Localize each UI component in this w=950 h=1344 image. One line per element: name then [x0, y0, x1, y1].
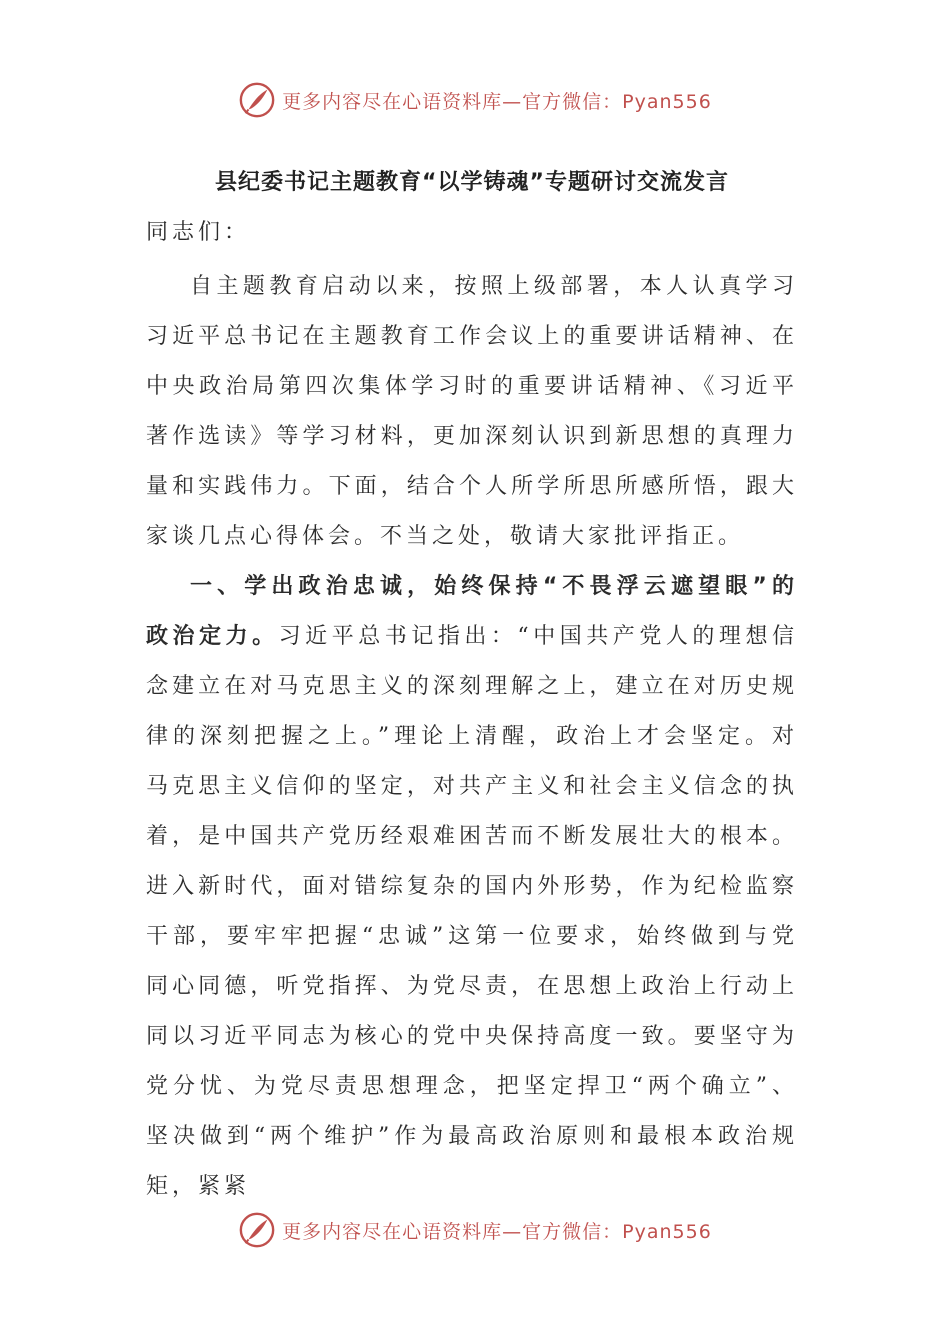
watermark-text: 更多内容尽在心语资料库—官方微信：Pyan556 — [282, 1220, 712, 1243]
paragraph-text: 习近平总书记指出：“中国共产党人的理想信念建立在对马克思主义的深刻理解之上，建立在对历史规律的深刻把握之上。”理论上清醒，政治上才会坚定。对马克思主义信仰的坚定，对共产主义和社会主义信念的执着，是中国共产党历经艰难困苦而不断发展壮大的根本。进入新时代，面对错综复杂的国内外形势，作为纪检监察干部，要牢牢把握“忠诚”这第一位要求，始终做到与党同心同德，听党指挥、为党尽责，在思想上政治上行动上同以习近平同志为核心的党中央保持高度一致。要坚守为党分忧、为党尽责思想理念，把坚定捍卫“两个确立”、坚决做到“两个维护”作为最高政治原则和最根本政治规矩，紧紧 — [146, 624, 798, 1199]
quill-pen-icon — [238, 1211, 276, 1249]
paragraph-text: 自主题教育启动以来，按照上级部署，本人认真学习习近平总书记在主题教育工作会议上的重要讲话精神、在中央政治局第四次集体学习时的重要讲话精神、《习近平著作选读》等学习材料，更加深刻认识到新思想的真理力量和实践伟力。下面，结合个人所学所思所感所悟，跟大家谈几点心得体会。不当之处，敬请大家批评指正。 — [146, 274, 798, 549]
paragraph-section-1 — [146, 562, 798, 1212]
document-body — [146, 165, 798, 1212]
watermark-text: 更多内容尽在心语资料库—官方微信：Pyan556 — [282, 90, 712, 113]
quill-pen-icon — [238, 81, 276, 119]
document-title: 县纪委书记主题教育“以学铸魂”专题研讨交流发言 — [215, 170, 729, 195]
section-heading: 一、学出政治忠诚，始终保持“不畏浮云遮望眼”的政治定力。 — [146, 574, 798, 649]
paragraph-intro — [146, 262, 798, 562]
watermark-banner-bottom — [0, 1210, 950, 1250]
watermark-banner-top — [0, 80, 950, 120]
salutation: 同志们： — [146, 220, 251, 245]
